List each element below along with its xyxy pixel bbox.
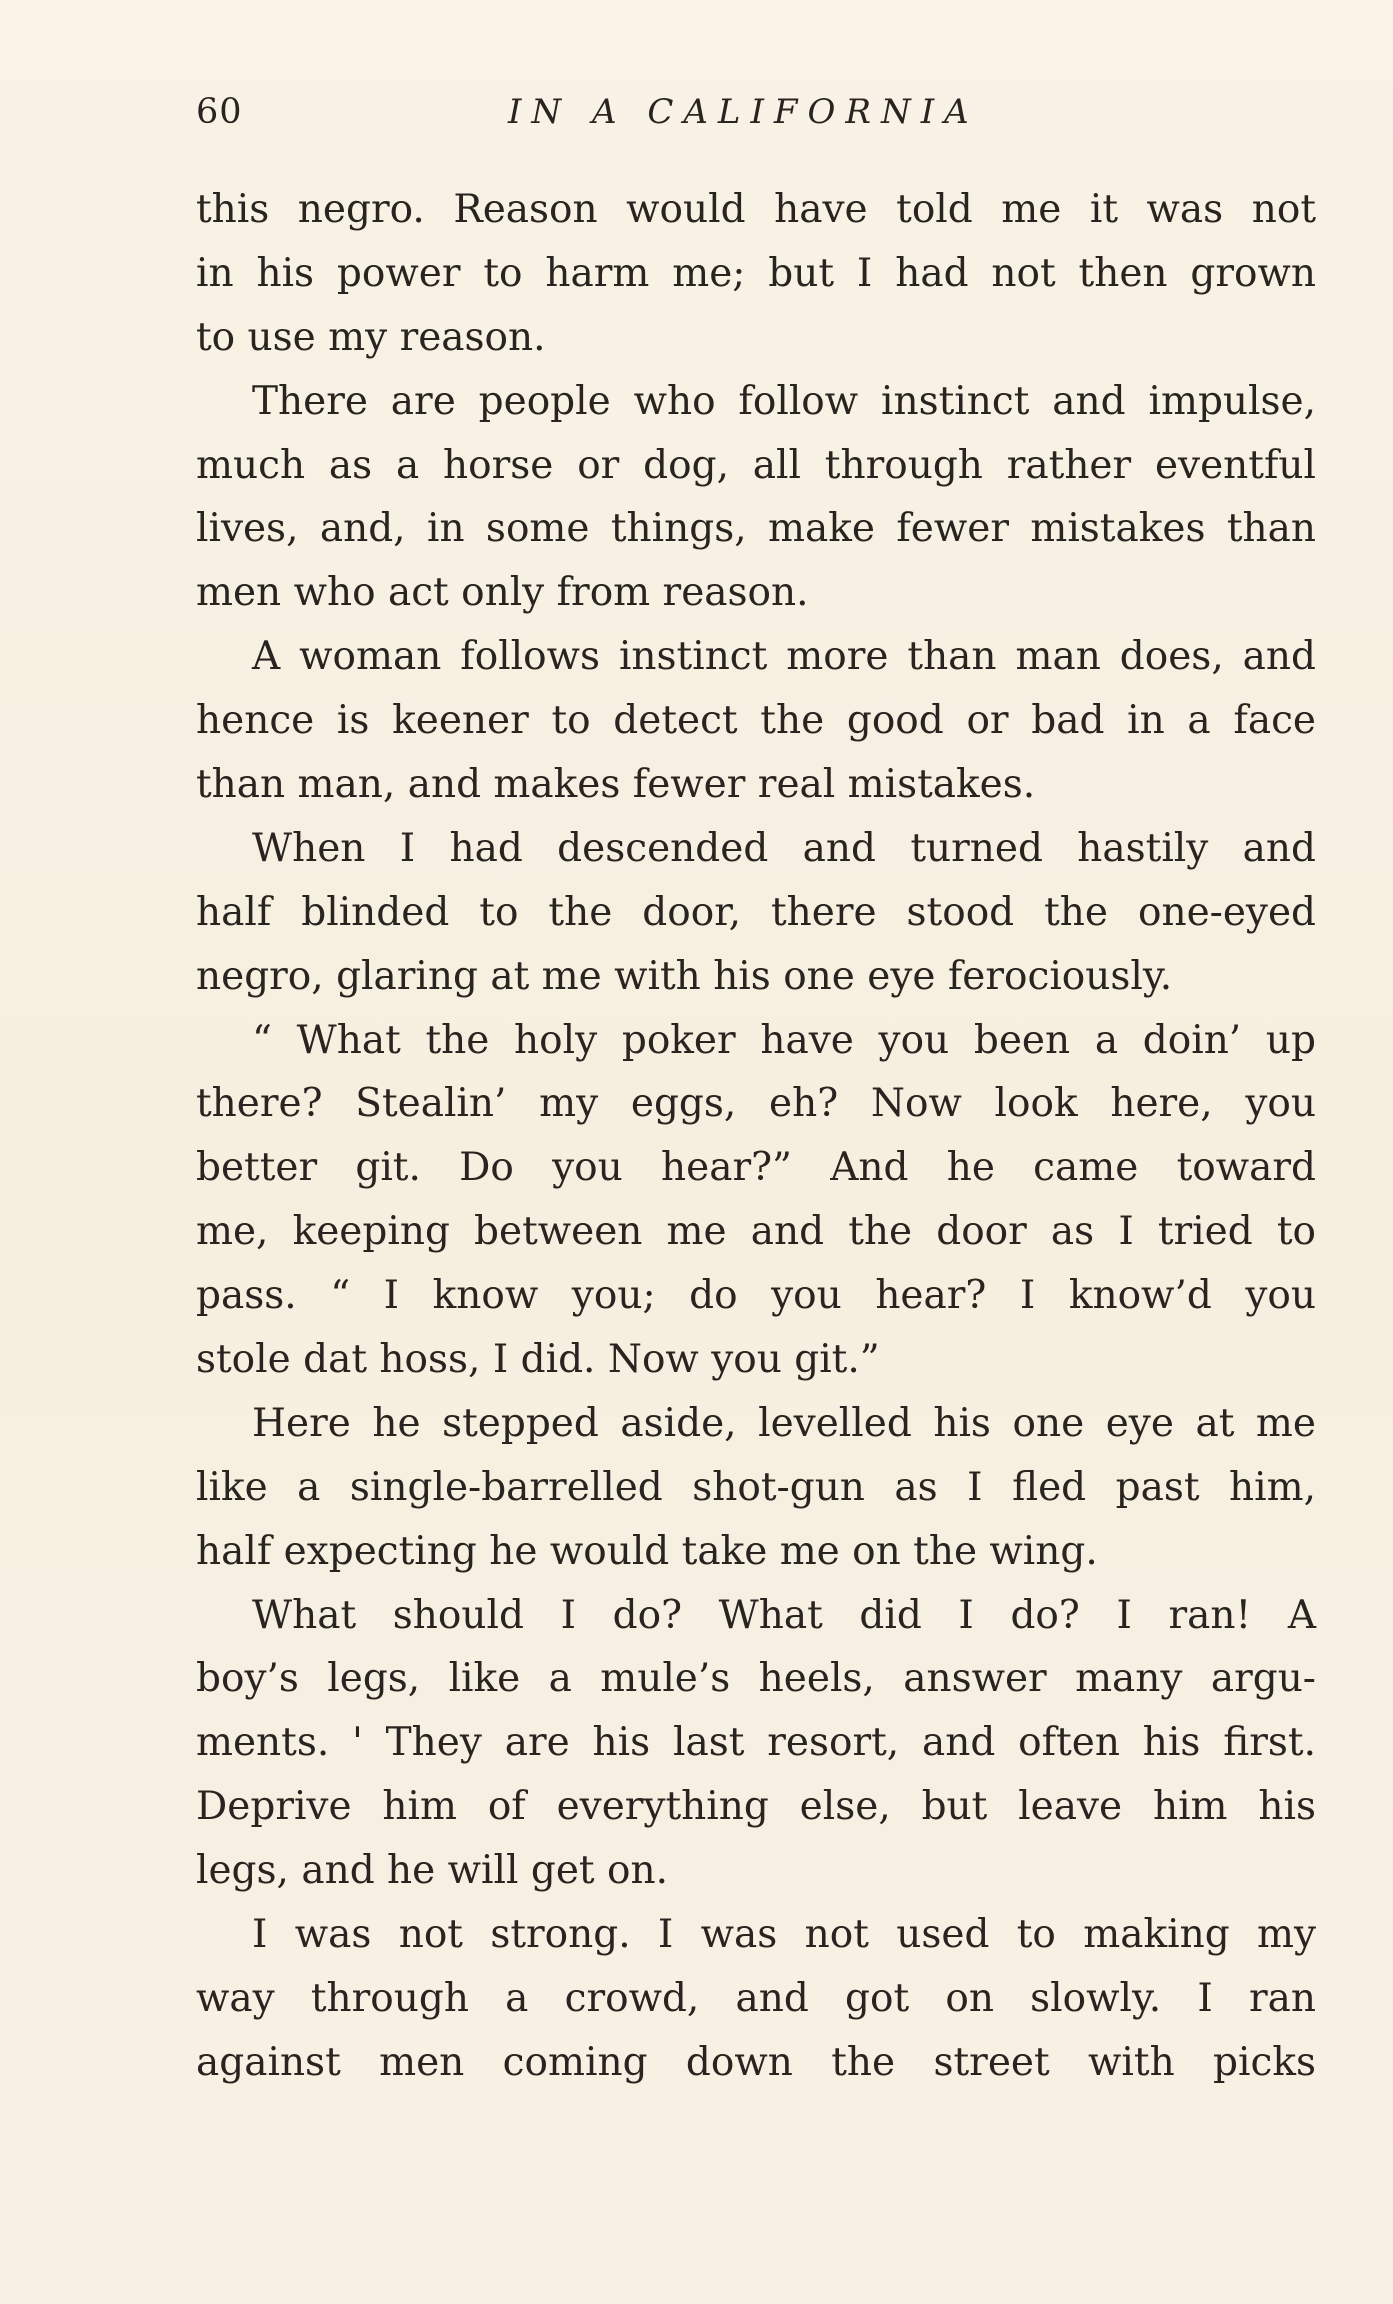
text-line: in his power to harm me; but I had not then grown: [196, 250, 1316, 296]
text-line: lives, and, in some things, make fewer mistakes than: [196, 506, 1316, 552]
text-line: half expecting he would take me on the wing.: [196, 1528, 1098, 1574]
text-line: boy’s legs, like a mule’s heels, answer many argu-: [196, 1656, 1316, 1702]
text-line: pass. “ I know you; do you hear? I know’d you: [196, 1273, 1316, 1319]
text-line: much as a horse or dog, all through rather eventful: [196, 442, 1316, 488]
text-line: Deprive him of everything else, but leave him his: [196, 1784, 1316, 1830]
body-text: [196, 178, 1316, 2095]
text-line: half blinded to the door, there stood the one-eyed: [196, 889, 1316, 935]
text-line: way through a crowd, and got on slowly. I ran: [196, 1975, 1316, 2021]
text-line: against men coming down the street with picks: [196, 2039, 1316, 2085]
text-line: When I had descended and turned hastily and: [252, 825, 1316, 871]
text-line: “ What the holy poker have you been a doin’ up: [252, 1017, 1316, 1063]
text-line: me, keeping between me and the door as I tried to: [196, 1209, 1316, 1255]
text-line: than man, and makes fewer real mistakes.: [196, 762, 1036, 808]
text-line: better git. Do you hear?” And he came toward: [196, 1145, 1316, 1191]
text-line: hence is keener to detect the good or bad in a face: [196, 698, 1316, 744]
text-line: this negro. Reason would have told me it was not: [196, 187, 1316, 232]
text-line: like a single-barrelled shot-gun as I fled past him,: [196, 1464, 1316, 1510]
text-line: What should I do? What did I do? I ran! A: [252, 1592, 1316, 1638]
text-line: Here he stepped aside, levelled his one eye at me: [252, 1400, 1316, 1446]
text-line: to use my reason.: [196, 314, 546, 360]
text-line: negro, glaring at me with his one eye ferociously.: [196, 953, 1173, 999]
text-line: stole dat hoss, I did. Now you git.”: [196, 1337, 880, 1383]
text-line: A woman follows instinct more than man does, and: [252, 634, 1316, 680]
text-line: legs, and he will get on.: [196, 1848, 668, 1894]
running-head: IN A CALIFORNIA: [508, 92, 979, 132]
text-line: ments. ' They are his last resort, and often his first.: [196, 1720, 1316, 1766]
text-line: there? Stealin’ my eggs, eh? Now look here, you: [196, 1081, 1316, 1127]
page-header: [196, 92, 1316, 132]
text-line: There are people who follow instinct and impulse,: [252, 378, 1316, 424]
text-line: men who act only from reason.: [196, 570, 809, 616]
page-number: 60: [196, 92, 243, 132]
text-line: I was not strong. I was not used to making my: [252, 1912, 1316, 1958]
